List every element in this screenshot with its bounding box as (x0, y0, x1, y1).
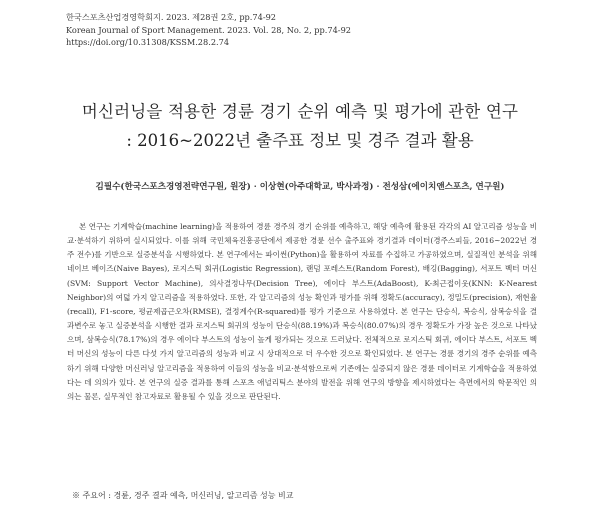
abstract-text: 본 연구는 기계학습(machine learning)을 적용하여 경륜 경주의 경기 순위를 예측하고, 해당 예측에 활용된 각각의 AI 알고리즘 성능을 비교·분석하기 위하여 실시되었다. 이를 위해 국민체육진흥공단에서 제공한 경륜 선수 출주표와 경기결과 데이터(경주스피들, 2016~2022년 경주 전수)를 기반으로 실증분석을 시행하였다. 본 연구에서는 파이썬(Python)을 활용하여 자료를 수집하고 가공하였으며, 실질적인 분석을 위해 네이브 베이즈(Naive Bayes), 로지스틱 회귀(Logistic Regression), 랜덤 포레스트(Random Forest), 배깅(Bagging), 서포트 벡터 머신(SVM: Support Vector Machine), 의사결정나무(Decision Tree), 에이다 부스트(AdaBoost), K-최근접이웃(KNN: K-Nearest Neighbor)의 여덟 가지 알고리즘을 적용하였다. 또한, 각 알고리즘의 성능 확인과 평가를 위해 정확도(accuracy), 정밀도(precision), 재현율(recall), F1-score, 평균제곱근오차(RMSE), 결정계수(R-squared)를 평가 기준으로 사용하였다. 본 연구는 단승식, 복승식, 삼복승식을 결과변수로 놓고 실증분석을 시행한 결과 로지스틱 회귀의 성능이 단승식(88.19%)과 복승식(80.07%)의 경우 정확도가 가장 높은 것으로 나타났으며, 삼복승식(78.17%)의 경우 에이다 부스트의 성능이 높게 평가되는 것으로 드러났다. 전체적으로 로지스틱 회귀, 에이다 부스트, 서포트 벡터 머신의 성능이 다른 다섯 가지 알고리즘의 성능과 비교 시 상대적으로 더 우수한 것으로 확인되었다. 본 연구는 경륜 경기의 경주 순위를 예측하기 위해 다양한 머신러닝 알고리즘을 적용하여 이들의 성능을 비교·분석함으로써 기존에는 실증되지 않은 경륜 데이터로 기계학습을 적용하였다는 데 의의가 있다. 본 연구의 실증 결과를 통해 스포츠 애널리틱스 분야의 발전을 위해 연구의 방향을 제시하였다는 측면에서의 학문적인 의의는 물론, 실무적인 참고자료로 활용될 수 있을 것으로 판단된다. (67, 222, 537, 401)
title-line-sub: : 2016~2022년 출주표 정보 및 경주 결과 활용 (126, 131, 474, 150)
title-line-main: 머신러닝을 적용한 경륜 경기 순위 예측 및 평가에 관한 연구 (81, 102, 519, 121)
abstract (67, 220, 537, 404)
keywords: ※ 주요어 : 경륜, 경주 결과 예측, 머신러닝, 알고리즘 성능 비교 (72, 491, 294, 500)
doi-link[interactable]: https://doi.org/10.31308/KSSM.28.2.74 (66, 37, 230, 47)
author-list: 김필수(한국스포츠경영전략연구원, 원장) · 이상현(아주대학교, 박사과정) · 전성삼(에이치앤스포츠, 연구원) (95, 182, 505, 192)
journal-header (66, 11, 351, 49)
journal-citation-english: Korean Journal of Sport Management. 2023. Vol. 28, No. 2, pp.74-92 (66, 24, 351, 35)
paper-title (0, 100, 600, 153)
journal-citation-korean: 한국스포츠산업경영학회지. 2023. 제28권 2호, pp.74-92 (66, 12, 277, 22)
